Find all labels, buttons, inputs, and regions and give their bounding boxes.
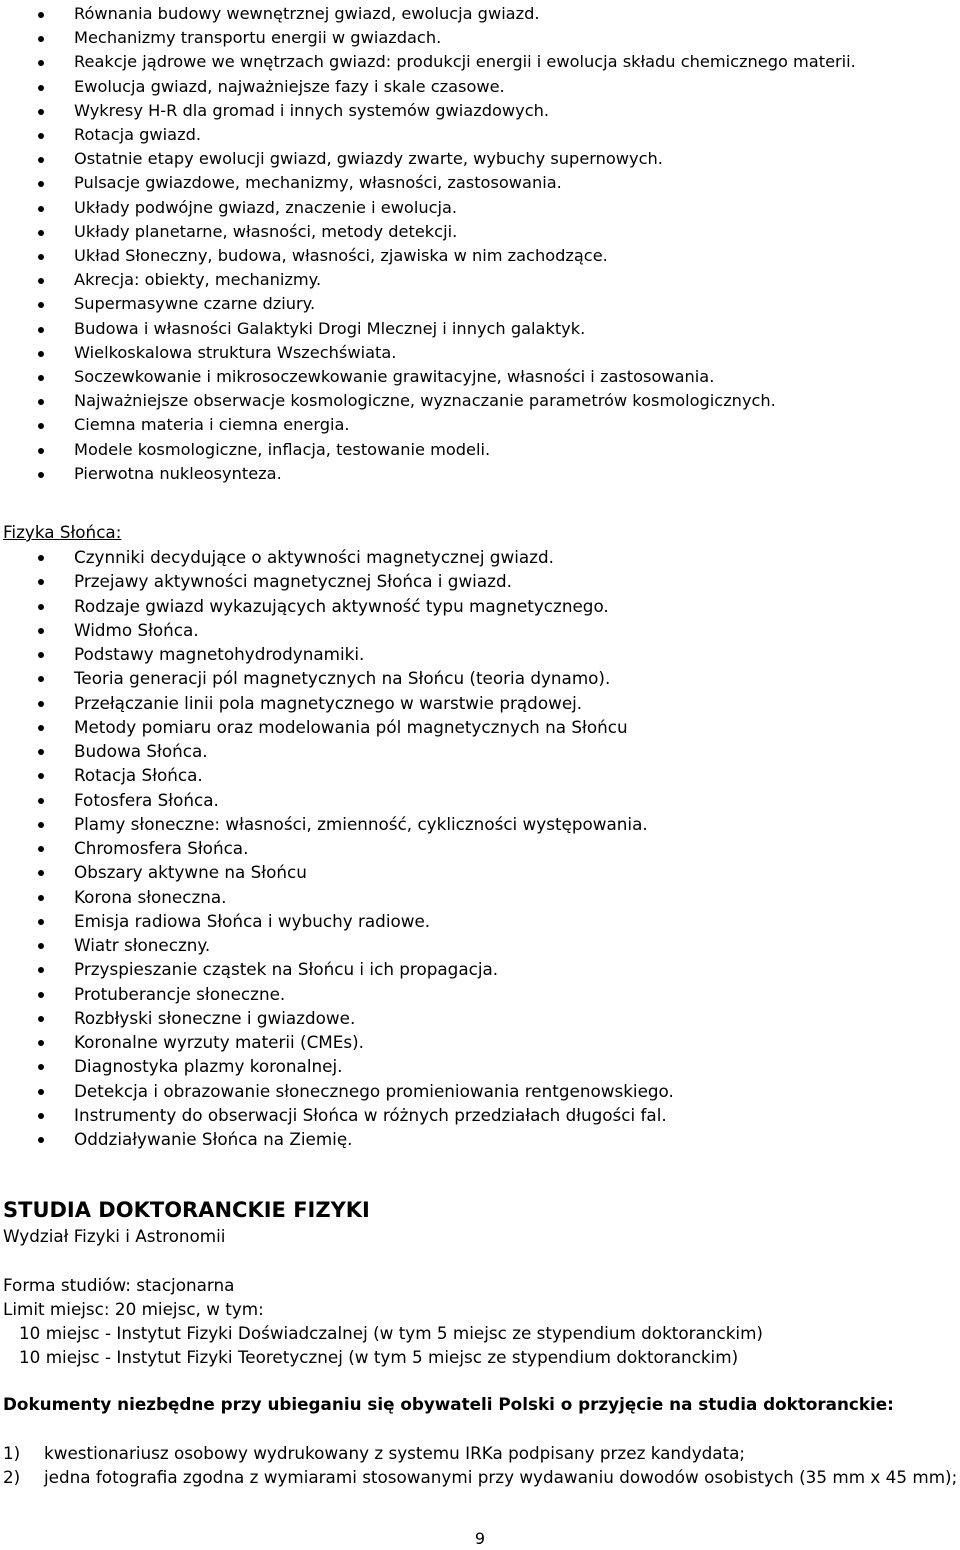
bullet-icon: [38, 448, 44, 454]
bullet-icon: [38, 109, 44, 115]
bullet-icon: [38, 943, 44, 949]
list-item-text: Przyspieszanie cząstek na Słońcu i ich propagacja.: [74, 959, 499, 980]
list-item-text: Wykresy H-R dla gromad i innych systemów gwiazdowych.: [74, 100, 550, 120]
list-item-text: Ciemna materia i ciemna energia.: [74, 415, 350, 435]
list-item: [0, 763, 960, 787]
list-item-text: Akrecja: obiekty, mechanizmy.: [74, 270, 322, 290]
list-item-text: kwestionariusz osobowy wydrukowany z systemu IRKa podpisany przez kandydata;: [44, 1443, 746, 1463]
bullet-icon: [38, 870, 44, 876]
bullet-icon: [38, 1016, 44, 1022]
section-title: STUDIA DOKTORANCKIE FIZYKI: [3, 1198, 370, 1222]
bullet-icon: [38, 302, 44, 308]
list-item: [0, 1465, 960, 1489]
list-item-text: Wielkoskalowa struktura Wszechświata.: [74, 342, 397, 362]
list-item: [0, 123, 960, 147]
solar-physics-heading: Fizyka Słońca:: [3, 522, 122, 542]
list-item: [0, 220, 960, 244]
list-item-text: Rotacja gwiazd.: [74, 125, 202, 145]
list-item: [0, 739, 960, 763]
bullet-icon: [38, 579, 44, 585]
list-item-text: Diagnostyka plazmy koronalnej.: [74, 1056, 343, 1077]
list-item-text: Detekcja i obrazowanie słonecznego promieniowania rentgenowskiego.: [74, 1080, 674, 1101]
list-item: [0, 50, 960, 74]
list-item-text: Najważniejsze obserwacje kosmologiczne, wyznaczanie parametrów kosmologicznych.: [74, 391, 776, 411]
bullet-icon: [38, 254, 44, 260]
bullet-icon: [38, 1113, 44, 1119]
solar-physics-list: [0, 545, 960, 1151]
bullet-icon: [38, 725, 44, 731]
list-item-text: Emisja radiowa Słońca i wybuchy radiowe.: [74, 910, 431, 931]
list-item: [0, 618, 960, 642]
list-item: [0, 860, 960, 884]
list-item: [0, 147, 960, 171]
list-item: [0, 933, 960, 957]
list-item: [0, 642, 960, 666]
list-item-text: Układy planetarne, własności, metody detekcji.: [74, 221, 458, 241]
list-item: [0, 885, 960, 909]
list-item-text: Ewolucja gwiazd, najważniejsze fazy i skale czasowe.: [74, 76, 505, 96]
list-item: [0, 788, 960, 812]
list-item: [0, 317, 960, 341]
bullet-icon: [38, 773, 44, 779]
list-item-text: Supermasywne czarne dziury.: [74, 294, 316, 314]
bullet-icon: [38, 206, 44, 212]
list-item: [0, 569, 960, 593]
bullet-icon: [38, 628, 44, 634]
list-item-text: Chromosfera Słońca.: [74, 838, 249, 858]
bullet-icon: [38, 230, 44, 236]
list-item: [0, 715, 960, 739]
list-item-text: Reakcje jądrowe we wnętrzach gwiazd: produkcji energii i ewolucja składu chemicznego materii.: [74, 52, 856, 72]
list-item: [0, 909, 960, 933]
list-item: [0, 438, 960, 462]
study-mode: Forma studiów: stacjonarna: [3, 1275, 235, 1295]
list-item: [0, 666, 960, 690]
bullet-icon: [38, 399, 44, 405]
list-item-text: Przejawy aktywności magnetycznej Słońca i gwiazd.: [74, 571, 512, 592]
list-item-text: jedna fotografia zgodna z wymiarami stosowanymi przy wydawaniu dowodów osobistych (35 mm x 45 mm);: [44, 1467, 958, 1487]
bullet-icon: [38, 375, 44, 381]
list-item-text: Fotosfera Słońca.: [74, 789, 219, 810]
list-item-text: Instrumenty do obserwacji Słońca w różnych przedziałach długości fal.: [74, 1104, 667, 1125]
list-item-text: Soczewkowanie i mikrosoczewkowanie grawitacyjne, własności i zastosowania.: [74, 367, 715, 387]
bullet-icon: [38, 992, 44, 998]
bullet-icon: [38, 919, 44, 925]
list-item: [0, 1054, 960, 1078]
list-item-text: Plamy słoneczne: własności, zmienność, cykliczności występowania.: [74, 813, 648, 834]
list-item: [0, 1127, 960, 1151]
list-item-text: Widmo Słońca.: [74, 619, 199, 640]
list-item-text: Modele kosmologiczne, inflacja, testowanie modeli.: [74, 439, 491, 459]
topics-list: [0, 2, 960, 486]
list-item-text: Teoria generacji pól magnetycznych na Słońcu (teoria dynamo).: [74, 668, 611, 689]
list-item: [0, 462, 960, 486]
list-item: [0, 1441, 960, 1465]
bullet-icon: [38, 181, 44, 187]
places-limit: Limit miejsc: 20 miejsc, w tym:: [3, 1299, 264, 1319]
bullet-icon: [38, 278, 44, 284]
faculty-name: Wydział Fizyki i Astronomii: [3, 1226, 226, 1246]
list-item-text: Czynniki decydujące o aktywności magnetycznej gwiazd.: [74, 547, 554, 567]
list-item-text: Protuberancje słoneczne.: [74, 983, 286, 1004]
list-item: [0, 594, 960, 618]
list-item: [0, 1006, 960, 1030]
list-item: [0, 75, 960, 99]
list-item: [0, 812, 960, 836]
list-item-text: Budowa i własności Galaktyki Drogi Mlecznej i innych galaktyk.: [74, 318, 586, 338]
list-item-text: Metody pomiaru oraz modelowania pól magnetycznych na Słońcu: [74, 716, 628, 737]
list-item-text: Koronalne wyrzuty materii (CMEs).: [74, 1032, 365, 1052]
bullet-icon: [38, 85, 44, 91]
list-item: [0, 341, 960, 365]
list-item: [0, 244, 960, 268]
page-number: 9: [474, 1529, 486, 1548]
bullet-icon: [38, 60, 44, 66]
list-item-text: Równania budowy wewnętrznej gwiazd, ewolucja gwiazd.: [74, 4, 540, 23]
list-item-text: Ostatnie etapy ewolucji gwiazd, gwiazdy zwarte, wybuchy supernowych.: [74, 149, 663, 169]
list-item-text: Pulsacje gwiazdowe, mechanizmy, własności, zastosowania.: [74, 173, 562, 193]
list-item-text: Rozbłyski słoneczne i gwiazdowe.: [74, 1007, 356, 1028]
list-item: [0, 171, 960, 195]
bullet-icon: [38, 157, 44, 163]
list-item: [0, 957, 960, 981]
bullet-icon: [38, 1064, 44, 1070]
list-item: [0, 691, 960, 715]
list-item-text: Rotacja Słońca.: [74, 765, 203, 786]
places-item: 10 miejsc - Instytut Fizyki Teoretycznej (w tym 5 miejsc ze stypendium doktoranckim): [19, 1347, 739, 1367]
list-item-text: Wiatr słoneczny.: [74, 935, 211, 955]
list-item: [0, 26, 960, 50]
list-item: [0, 1103, 960, 1127]
list-item-text: Budowa Słońca.: [74, 741, 208, 761]
bullet-icon: [38, 1137, 44, 1143]
list-item-text: Przełączanie linii pola magnetycznego w warstwie prądowej.: [74, 692, 583, 713]
bullet-icon: [38, 676, 44, 682]
list-item: [0, 545, 960, 569]
bullet-icon: [38, 604, 44, 610]
list-item-text: Podstawy magnetohydrodynamiki.: [74, 644, 365, 664]
list-item: [0, 292, 960, 316]
list-item-text: Rodzaje gwiazd wykazujących aktywność typu magnetycznego.: [74, 595, 609, 616]
list-item: [0, 99, 960, 123]
list-item: [0, 836, 960, 860]
bullet-icon: [38, 327, 44, 333]
list-item: [0, 389, 960, 413]
list-item: [0, 196, 960, 220]
bullet-icon: [38, 1089, 44, 1095]
places-item: 10 miejsc - Instytut Fizyki Doświadczalnej (w tym 5 miejsc ze stypendium doktoranckim): [19, 1323, 763, 1343]
list-item: [0, 1030, 960, 1054]
bullet-icon: [38, 798, 44, 804]
bullet-icon: [38, 967, 44, 973]
bullet-icon: [38, 822, 44, 828]
list-item: [0, 982, 960, 1006]
bullet-icon: [38, 749, 44, 755]
bullet-icon: [38, 1040, 44, 1046]
list-item-text: Korona słoneczna.: [74, 886, 227, 907]
item-number: 2): [3, 1467, 21, 1487]
bullet-icon: [38, 133, 44, 139]
item-number: 1): [3, 1443, 21, 1463]
bullet-icon: [38, 423, 44, 429]
documents-heading: Dokumenty niezbędne przy ubieganiu się obywateli Polski o przyjęcie na studia doktoranckie:: [3, 1394, 894, 1414]
bullet-icon: [38, 846, 44, 852]
documents-list: [0, 1441, 960, 1489]
list-item-text: Układ Słoneczny, budowa, własności, zjawiska w nim zachodzące.: [74, 246, 608, 266]
bullet-icon: [38, 472, 44, 478]
list-item: [0, 268, 960, 292]
bullet-icon: [38, 12, 44, 18]
bullet-icon: [38, 555, 44, 561]
list-item: [0, 365, 960, 389]
list-item: [0, 1079, 960, 1103]
bullet-icon: [38, 36, 44, 42]
list-item: [0, 413, 960, 437]
list-item-text: Układy podwójne gwiazd, znaczenie i ewolucja.: [74, 197, 458, 217]
list-item-text: Obszary aktywne na Słońcu: [74, 862, 307, 883]
bullet-icon: [38, 701, 44, 707]
list-item-text: Pierwotna nukleosynteza.: [74, 463, 282, 483]
list-item-text: Mechanizmy transportu energii w gwiazdach.: [74, 28, 442, 48]
bullet-icon: [38, 895, 44, 901]
bullet-icon: [38, 351, 44, 357]
list-item-text: Oddziaływanie Słońca na Ziemię.: [74, 1129, 353, 1149]
list-item: [0, 2, 960, 26]
bullet-icon: [38, 652, 44, 658]
